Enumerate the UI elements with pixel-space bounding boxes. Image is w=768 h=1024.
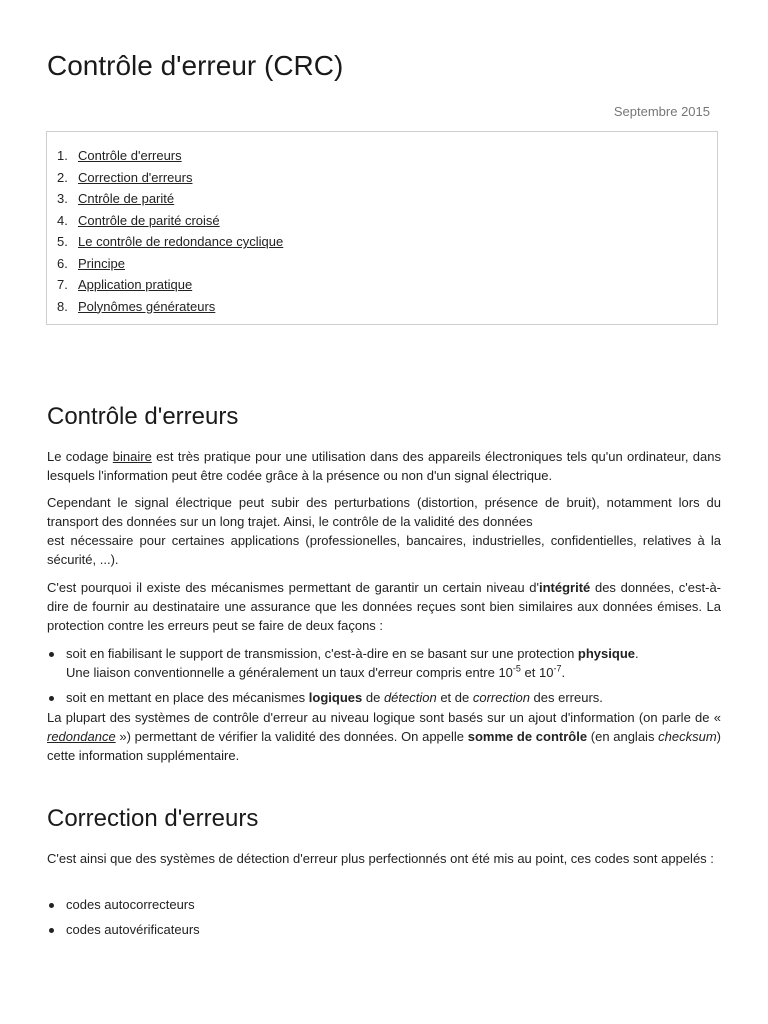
text: (en anglais (587, 729, 659, 744)
bold-integrite: intégrité (538, 580, 591, 595)
toc-link-redondance-cyclique[interactable]: Le contrôle de redondance cyclique (78, 234, 284, 249)
text: ») permettant de vérifier la validité des données. On appelle (115, 729, 468, 744)
toc-link-polynomes[interactable]: Polynômes générateurs (78, 298, 216, 314)
text: C'est pourquoi il existe des mécanismes permettant de garantir un certain niveau d' (47, 580, 539, 595)
list-item-text (66, 688, 721, 707)
text: de (362, 690, 384, 705)
toc-link-application-pratique[interactable]: Application pratique (78, 277, 193, 292)
text: est nécessaire pour certaines applications (professionelles, bancaires, industrielles, confidentielles, relatives à la sécurité, ...). (47, 533, 721, 567)
toc-item (57, 296, 283, 318)
table-of-contents (46, 131, 718, 325)
toc-list (57, 145, 283, 317)
toc-number: 5. (57, 234, 68, 249)
toc-item (57, 231, 283, 253)
text: soit en mettant en place des mécanismes (66, 690, 309, 705)
text: des erreurs. (529, 690, 603, 705)
bullet-dot (49, 903, 54, 908)
toc-number: 8. (57, 298, 68, 314)
paragraph-perturbations (47, 493, 721, 569)
bold-physique: physique (577, 646, 635, 661)
toc-item (57, 253, 283, 275)
toc-number: 1. (57, 148, 68, 163)
list-item-text (66, 644, 721, 682)
paragraph-codage (47, 447, 721, 485)
list-item-autoverificateurs (47, 920, 721, 939)
text: et 10 (520, 665, 554, 680)
italic-correction: correction (472, 690, 530, 705)
toc-number: 6. (57, 255, 68, 271)
date-label: Septembre 2015 (613, 104, 710, 119)
toc-link-parite-croise[interactable]: Contrôle de parité croisé (78, 212, 220, 228)
list-item-autocorrecteurs (47, 895, 721, 914)
toc-item (57, 145, 283, 167)
toc-item (57, 274, 283, 296)
toc-link-principe[interactable]: Principe (78, 255, 125, 271)
toc-number: 2. (57, 169, 68, 185)
toc-link-correction-erreurs[interactable]: Correction d'erreurs (78, 169, 193, 185)
text: soit en fiabilisant le support de transmission, c'est-à-dire en se basant sur une protection (66, 646, 578, 661)
italic-checksum: checksum (658, 729, 717, 744)
text: Le codage (47, 449, 113, 464)
italic-detection: détection (383, 690, 437, 705)
bold-somme-de-controle: somme de contrôle (467, 729, 588, 744)
paragraph-checksum (47, 708, 721, 765)
toc-number: 7. (57, 277, 68, 292)
text: La plupart des systèmes de contrôle d'erreur au niveau logique sont basés sur un ajout d'information (on parle de « (47, 710, 721, 725)
text: Cependant le signal électrique peut subir des perturbations (distortion, présence de bruit), notamment lors du transport des données sur un long trajet. Ainsi, le contrôle de la validité des données (47, 495, 721, 529)
toc-item (57, 188, 283, 210)
toc-number: 3. (57, 191, 68, 206)
bullet-dot (49, 928, 54, 933)
toc-number: 4. (57, 212, 68, 228)
bullet-dot (49, 696, 54, 701)
section-heading-correction-erreurs: Correction d'erreurs (47, 805, 259, 832)
text: . (561, 665, 566, 680)
text: . (635, 646, 639, 661)
page-title: Contrôle d'erreur (CRC) (47, 50, 344, 81)
list-item-text: codes autocorrecteurs (66, 897, 195, 912)
exponent: -7 (553, 663, 562, 674)
bold-logiques: logiques (308, 690, 363, 705)
text: ) cette information supplémentaire. (47, 729, 722, 763)
list-item-physique (47, 644, 721, 682)
link-binaire[interactable]: binaire (112, 449, 152, 464)
list-item-text: codes autovérificateurs (66, 922, 200, 937)
paragraph-codes: C'est ainsi que des systèmes de détection d'erreur plus perfectionnés ont été mis au point, ces codes sont appelés : (47, 851, 714, 866)
toc-link-controle-erreurs[interactable]: Contrôle d'erreurs (78, 148, 182, 163)
exponent: -5 (512, 663, 521, 674)
toc-item (57, 210, 283, 232)
section-heading-controle-erreurs: Contrôle d'erreurs (47, 403, 239, 430)
bullet-dot (49, 652, 54, 657)
text: est très pratique pour une utilisation dans des appareils électroniques tels qu'un ordinateur, dans lesquels l'information peut être codée grâce à la présence ou non d'un signal électrique. (47, 449, 721, 483)
paragraph-integrite (47, 578, 721, 635)
text: Une liaison conventionnelle a généralement un taux d'erreur compris entre 10 (66, 665, 513, 680)
list-item-logiques (47, 688, 721, 707)
text: des données, c'est-à-dire de fournir au destinataire une assurance que les données reçues sont bien similaires aux données émises. La protection contre les erreurs peut se faire de deux façons : (47, 580, 722, 633)
link-redondance[interactable]: redondance (47, 729, 116, 744)
toc-link-controle-parite[interactable]: Cntrôle de parité (78, 191, 175, 206)
toc-item (57, 167, 283, 189)
text: et de (436, 690, 473, 705)
